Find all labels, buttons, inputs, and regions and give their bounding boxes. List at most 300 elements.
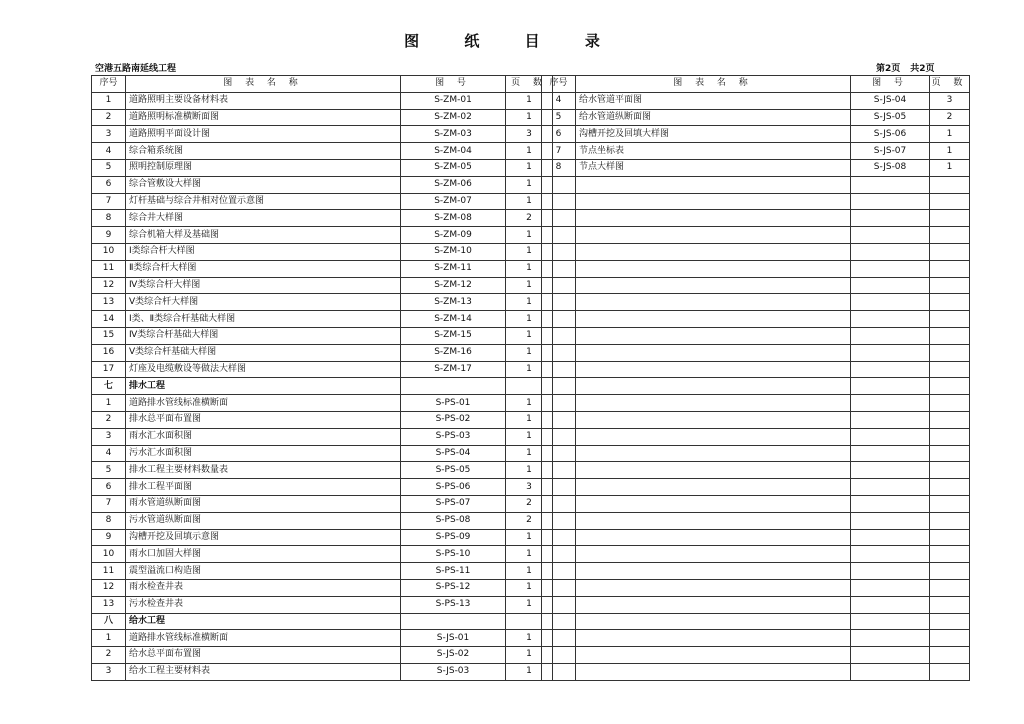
cell-no <box>542 277 576 294</box>
table-row <box>542 563 970 580</box>
table-header-row <box>542 76 970 93</box>
cell-code: S-ZM-16 <box>401 344 506 361</box>
cell-code <box>851 596 930 613</box>
cell-no: 2 <box>92 647 126 664</box>
cell-no <box>542 663 576 680</box>
cell-name <box>576 193 851 210</box>
table-row <box>542 361 970 378</box>
cell-pages: 1 <box>506 294 553 311</box>
cell-code <box>851 512 930 529</box>
table-row <box>92 411 553 428</box>
table-row <box>542 277 970 294</box>
cell-pages <box>930 311 970 328</box>
cell-name: Ⅱ类综合杆大样图 <box>126 260 401 277</box>
cell-pages <box>930 663 970 680</box>
project-name: 空港五路南延线工程 <box>95 64 177 74</box>
cell-pages: 1 <box>506 462 553 479</box>
cell-code: S-PS-08 <box>401 512 506 529</box>
cell-code: S-ZM-12 <box>401 277 506 294</box>
cell-no <box>542 361 576 378</box>
cell-pages: 1 <box>506 647 553 664</box>
cell-name: 给水管道平面图 <box>576 92 851 109</box>
cell-no: 8 <box>92 512 126 529</box>
cell-no <box>542 378 576 395</box>
cell-name <box>576 176 851 193</box>
table-row <box>92 579 553 596</box>
cell-code: S-PS-06 <box>401 479 506 496</box>
cell-name <box>576 563 851 580</box>
cell-no <box>542 344 576 361</box>
cell-no: 12 <box>92 579 126 596</box>
cell-code <box>851 243 930 260</box>
cell-code <box>851 193 930 210</box>
cell-name <box>576 529 851 546</box>
table-row <box>92 92 553 109</box>
cell-name: Ⅰ类、Ⅱ类综合杆基础大样图 <box>126 311 401 328</box>
page-total: 共2页 <box>910 64 935 74</box>
cell-no: 13 <box>92 596 126 613</box>
cell-pages: 3 <box>506 126 553 143</box>
cell-pages: 2 <box>506 512 553 529</box>
table-row <box>92 210 553 227</box>
cell-name: 道路照明平面设计图 <box>126 126 401 143</box>
section-row <box>92 378 553 395</box>
cell-name: 综合井大样图 <box>126 210 401 227</box>
cell-name <box>576 210 851 227</box>
cell-pages: 1 <box>506 546 553 563</box>
cell-no <box>542 479 576 496</box>
cell-name: 沟槽开挖及回填大样图 <box>576 126 851 143</box>
cell-code: S-PS-09 <box>401 529 506 546</box>
cell-pages <box>930 647 970 664</box>
cell-code: S-JS-06 <box>851 126 930 143</box>
cell-code <box>401 613 506 630</box>
cell-pages <box>930 210 970 227</box>
cell-no: 6 <box>542 126 576 143</box>
cell-no: 1 <box>92 92 126 109</box>
table-row <box>92 529 553 546</box>
cell-name <box>576 495 851 512</box>
cell-no <box>542 546 576 563</box>
cell-no: 1 <box>92 630 126 647</box>
cell-code: S-JS-07 <box>851 143 930 160</box>
cell-no <box>542 294 576 311</box>
table-row <box>92 126 553 143</box>
cell-no <box>542 613 576 630</box>
cell-name: 给水总平面布置图 <box>126 647 401 664</box>
cell-no: 7 <box>92 495 126 512</box>
cell-no: 1 <box>92 395 126 412</box>
header-name: 图 表 名 称 <box>576 76 851 93</box>
cell-code: S-JS-02 <box>401 647 506 664</box>
cell-code: S-JS-08 <box>851 159 930 176</box>
header-pages: 页 数 <box>930 76 970 93</box>
table-row <box>92 344 553 361</box>
cell-code <box>851 327 930 344</box>
cell-code: S-ZM-07 <box>401 193 506 210</box>
cell-pages: 1 <box>506 143 553 160</box>
cell-pages <box>930 546 970 563</box>
table-row <box>92 277 553 294</box>
cell-name <box>576 462 851 479</box>
cell-no: 8 <box>542 159 576 176</box>
cell-code <box>851 529 930 546</box>
cell-no <box>542 193 576 210</box>
cell-code <box>851 361 930 378</box>
cell-code <box>851 663 930 680</box>
cell-no <box>542 647 576 664</box>
cell-code <box>851 176 930 193</box>
cell-name: 节点坐标表 <box>576 143 851 160</box>
table-row <box>542 479 970 496</box>
cell-name: 污水汇水面积图 <box>126 445 401 462</box>
cell-no: 9 <box>92 529 126 546</box>
header-code: 图 号 <box>851 76 930 93</box>
cell-name: 道路排水管线标准横断面 <box>126 630 401 647</box>
table-row <box>542 428 970 445</box>
cell-pages: 1 <box>506 109 553 126</box>
cell-name: 道路排水管线标准横断面 <box>126 395 401 412</box>
cell-code: S-JS-03 <box>401 663 506 680</box>
table-row <box>542 613 970 630</box>
cell-pages <box>930 613 970 630</box>
drawing-index-table-right <box>541 75 970 681</box>
cell-name: 综合机箱大样及基础图 <box>126 227 401 244</box>
cell-pages <box>930 243 970 260</box>
cell-name: 雨水管道纵断面图 <box>126 495 401 512</box>
cell-pages: 1 <box>930 143 970 160</box>
cell-name: 排水总平面布置图 <box>126 411 401 428</box>
cell-no: 15 <box>92 327 126 344</box>
cell-code <box>851 647 930 664</box>
table-row <box>542 344 970 361</box>
cell-code: S-PS-05 <box>401 462 506 479</box>
cell-pages <box>930 176 970 193</box>
cell-code <box>401 378 506 395</box>
cell-pages <box>930 361 970 378</box>
table-row <box>92 159 553 176</box>
cell-pages <box>930 579 970 596</box>
cell-name: 给水管道纵断面图 <box>576 109 851 126</box>
cell-pages: 1 <box>506 311 553 328</box>
cell-pages <box>930 529 970 546</box>
cell-pages <box>930 596 970 613</box>
table-row <box>92 395 553 412</box>
cell-pages: 1 <box>506 327 553 344</box>
cell-pages: 1 <box>506 529 553 546</box>
table-row <box>542 579 970 596</box>
cell-pages: 1 <box>506 663 553 680</box>
table-row <box>92 546 553 563</box>
cell-name <box>576 428 851 445</box>
cell-name: 给水工程 <box>126 613 401 630</box>
cell-pages: 1 <box>506 630 553 647</box>
cell-no <box>542 227 576 244</box>
cell-pages: 1 <box>506 227 553 244</box>
cell-name: Ⅳ类综合杆基础大样图 <box>126 327 401 344</box>
cell-code: S-PS-10 <box>401 546 506 563</box>
table-row <box>542 647 970 664</box>
table-row <box>92 479 553 496</box>
cell-code: S-PS-01 <box>401 395 506 412</box>
cell-pages: 1 <box>506 596 553 613</box>
cell-no: 7 <box>92 193 126 210</box>
header-no: 序号 <box>542 76 576 93</box>
cell-name: 雨水口加固大样图 <box>126 546 401 563</box>
table-row <box>92 294 553 311</box>
cell-name: 雨水汇水面积图 <box>126 428 401 445</box>
cell-no <box>542 445 576 462</box>
cell-name <box>576 294 851 311</box>
cell-pages <box>930 277 970 294</box>
header-name: 图 表 名 称 <box>126 76 401 93</box>
table-row <box>92 327 553 344</box>
cell-pages <box>930 428 970 445</box>
cell-pages <box>930 479 970 496</box>
table-row <box>542 462 970 479</box>
cell-name: 照明控制原理图 <box>126 159 401 176</box>
cell-name: Ⅴ类综合杆大样图 <box>126 294 401 311</box>
cell-pages <box>930 378 970 395</box>
cell-name <box>576 630 851 647</box>
table-row <box>92 260 553 277</box>
cell-name <box>576 361 851 378</box>
cell-name <box>576 378 851 395</box>
cell-pages: 1 <box>506 92 553 109</box>
cell-code <box>851 613 930 630</box>
cell-code <box>851 411 930 428</box>
cell-code: S-ZM-14 <box>401 311 506 328</box>
cell-name <box>576 243 851 260</box>
cell-name <box>576 395 851 412</box>
cell-code <box>851 311 930 328</box>
table-row <box>92 495 553 512</box>
cell-no: 10 <box>92 546 126 563</box>
cell-code: S-ZM-04 <box>401 143 506 160</box>
cell-code: S-ZM-13 <box>401 294 506 311</box>
cell-pages <box>930 294 970 311</box>
cell-name <box>576 546 851 563</box>
cell-no <box>542 529 576 546</box>
cell-pages: 1 <box>506 563 553 580</box>
cell-pages: 1 <box>506 277 553 294</box>
cell-code <box>851 277 930 294</box>
cell-pages: 1 <box>506 428 553 445</box>
cell-name <box>576 479 851 496</box>
cell-no <box>542 176 576 193</box>
table-row <box>92 227 553 244</box>
cell-no: 8 <box>92 210 126 227</box>
table-row <box>542 193 970 210</box>
cell-pages: 2 <box>930 109 970 126</box>
cell-no: 4 <box>542 92 576 109</box>
cell-name <box>576 411 851 428</box>
table-row <box>542 260 970 277</box>
cell-code <box>851 579 930 596</box>
cell-name: 污水检查井表 <box>126 596 401 613</box>
table-row <box>92 596 553 613</box>
cell-no: 八 <box>92 613 126 630</box>
cell-pages: 1 <box>506 344 553 361</box>
table-row <box>92 630 553 647</box>
table-row <box>542 143 970 160</box>
cell-name <box>576 647 851 664</box>
cell-pages: 1 <box>506 361 553 378</box>
cell-name: 排水工程主要材料数量表 <box>126 462 401 479</box>
cell-name: 灯座及电缆敷设等做法大样图 <box>126 361 401 378</box>
cell-pages: 1 <box>506 445 553 462</box>
cell-name <box>576 445 851 462</box>
table-row <box>542 294 970 311</box>
cell-pages: 1 <box>930 159 970 176</box>
table-row <box>542 243 970 260</box>
cell-name: 排水工程平面图 <box>126 479 401 496</box>
cell-no: 11 <box>92 563 126 580</box>
cell-name: 沟槽开挖及回填示意图 <box>126 529 401 546</box>
cell-no: 3 <box>92 663 126 680</box>
cell-pages: 1 <box>506 176 553 193</box>
cell-no: 6 <box>92 176 126 193</box>
cell-code <box>851 227 930 244</box>
cell-name <box>576 277 851 294</box>
section-row <box>92 613 553 630</box>
cell-code: S-JS-04 <box>851 92 930 109</box>
cell-name: 综合管敷设大样图 <box>126 176 401 193</box>
cell-no <box>542 411 576 428</box>
cell-pages: 1 <box>506 159 553 176</box>
table-row <box>92 143 553 160</box>
table-row <box>92 311 553 328</box>
table-row <box>542 109 970 126</box>
cell-no <box>542 395 576 412</box>
cell-no: 3 <box>92 126 126 143</box>
cell-pages <box>930 495 970 512</box>
cell-no <box>542 495 576 512</box>
cell-no <box>542 428 576 445</box>
table-row <box>92 663 553 680</box>
cell-code: S-JS-05 <box>851 109 930 126</box>
cell-no <box>542 462 576 479</box>
cell-code <box>851 630 930 647</box>
table-row <box>542 663 970 680</box>
cell-pages: 2 <box>506 495 553 512</box>
cell-code <box>851 495 930 512</box>
cell-code: S-PS-13 <box>401 596 506 613</box>
cell-name <box>576 596 851 613</box>
cell-code: S-PS-03 <box>401 428 506 445</box>
cell-name: 排水工程 <box>126 378 401 395</box>
cell-code: S-PS-04 <box>401 445 506 462</box>
cell-name <box>576 613 851 630</box>
cell-code <box>851 395 930 412</box>
table-row <box>542 311 970 328</box>
cell-pages <box>930 512 970 529</box>
cell-no: 17 <box>92 361 126 378</box>
table-row <box>542 126 970 143</box>
cell-pages: 2 <box>506 210 553 227</box>
cell-code <box>851 210 930 227</box>
cell-pages <box>930 327 970 344</box>
cell-name <box>576 512 851 529</box>
cell-code <box>851 546 930 563</box>
table-row <box>542 546 970 563</box>
table-row <box>92 193 553 210</box>
cell-pages <box>930 462 970 479</box>
cell-pages: 1 <box>506 579 553 596</box>
cell-no: 2 <box>92 109 126 126</box>
cell-no <box>542 596 576 613</box>
table-row <box>542 378 970 395</box>
cell-code: S-PS-07 <box>401 495 506 512</box>
cell-no <box>542 512 576 529</box>
cell-code: S-ZM-08 <box>401 210 506 227</box>
table-row <box>92 109 553 126</box>
table-row <box>92 176 553 193</box>
cell-pages <box>930 193 970 210</box>
cell-pages: 1 <box>506 411 553 428</box>
cell-code: S-ZM-15 <box>401 327 506 344</box>
table-row <box>92 563 553 580</box>
cell-no: 3 <box>92 428 126 445</box>
header-code: 图 号 <box>401 76 506 93</box>
cell-no: 5 <box>92 462 126 479</box>
cell-code: S-ZM-11 <box>401 260 506 277</box>
table-row <box>92 512 553 529</box>
cell-code <box>851 378 930 395</box>
page-title: 图 纸 目 录 <box>404 32 620 50</box>
cell-pages <box>930 395 970 412</box>
cell-pages: 3 <box>930 92 970 109</box>
cell-name <box>576 327 851 344</box>
cell-code <box>851 344 930 361</box>
drawing-index-table-left <box>91 75 553 681</box>
table-header-row <box>92 76 553 93</box>
cell-code: S-PS-12 <box>401 579 506 596</box>
cell-name: Ⅴ类综合杆基础大样图 <box>126 344 401 361</box>
cell-code <box>851 445 930 462</box>
table-row <box>92 445 553 462</box>
cell-pages <box>930 344 970 361</box>
cell-code: S-PS-11 <box>401 563 506 580</box>
cell-name: Ⅳ类综合杆大样图 <box>126 277 401 294</box>
cell-no <box>542 579 576 596</box>
cell-name: 道路照明标准横断面图 <box>126 109 401 126</box>
cell-name: Ⅰ类综合杆大样图 <box>126 243 401 260</box>
cell-no: 9 <box>92 227 126 244</box>
cell-name <box>576 344 851 361</box>
cell-pages: 1 <box>506 243 553 260</box>
cell-code: S-PS-02 <box>401 411 506 428</box>
cell-pages: 3 <box>506 479 553 496</box>
table-row <box>92 428 553 445</box>
cell-no <box>542 630 576 647</box>
cell-no: 2 <box>92 411 126 428</box>
cell-name: 污水管道纵断面图 <box>126 512 401 529</box>
cell-code: S-ZM-02 <box>401 109 506 126</box>
cell-code <box>851 428 930 445</box>
table-row <box>542 395 970 412</box>
cell-pages <box>930 630 970 647</box>
cell-name: 综合箱系统图 <box>126 143 401 160</box>
cell-code <box>851 462 930 479</box>
cell-code <box>851 563 930 580</box>
table-row <box>542 411 970 428</box>
cell-code: S-ZM-10 <box>401 243 506 260</box>
cell-no: 10 <box>92 243 126 260</box>
cell-no: 七 <box>92 378 126 395</box>
table-row <box>542 92 970 109</box>
cell-no: 5 <box>542 109 576 126</box>
